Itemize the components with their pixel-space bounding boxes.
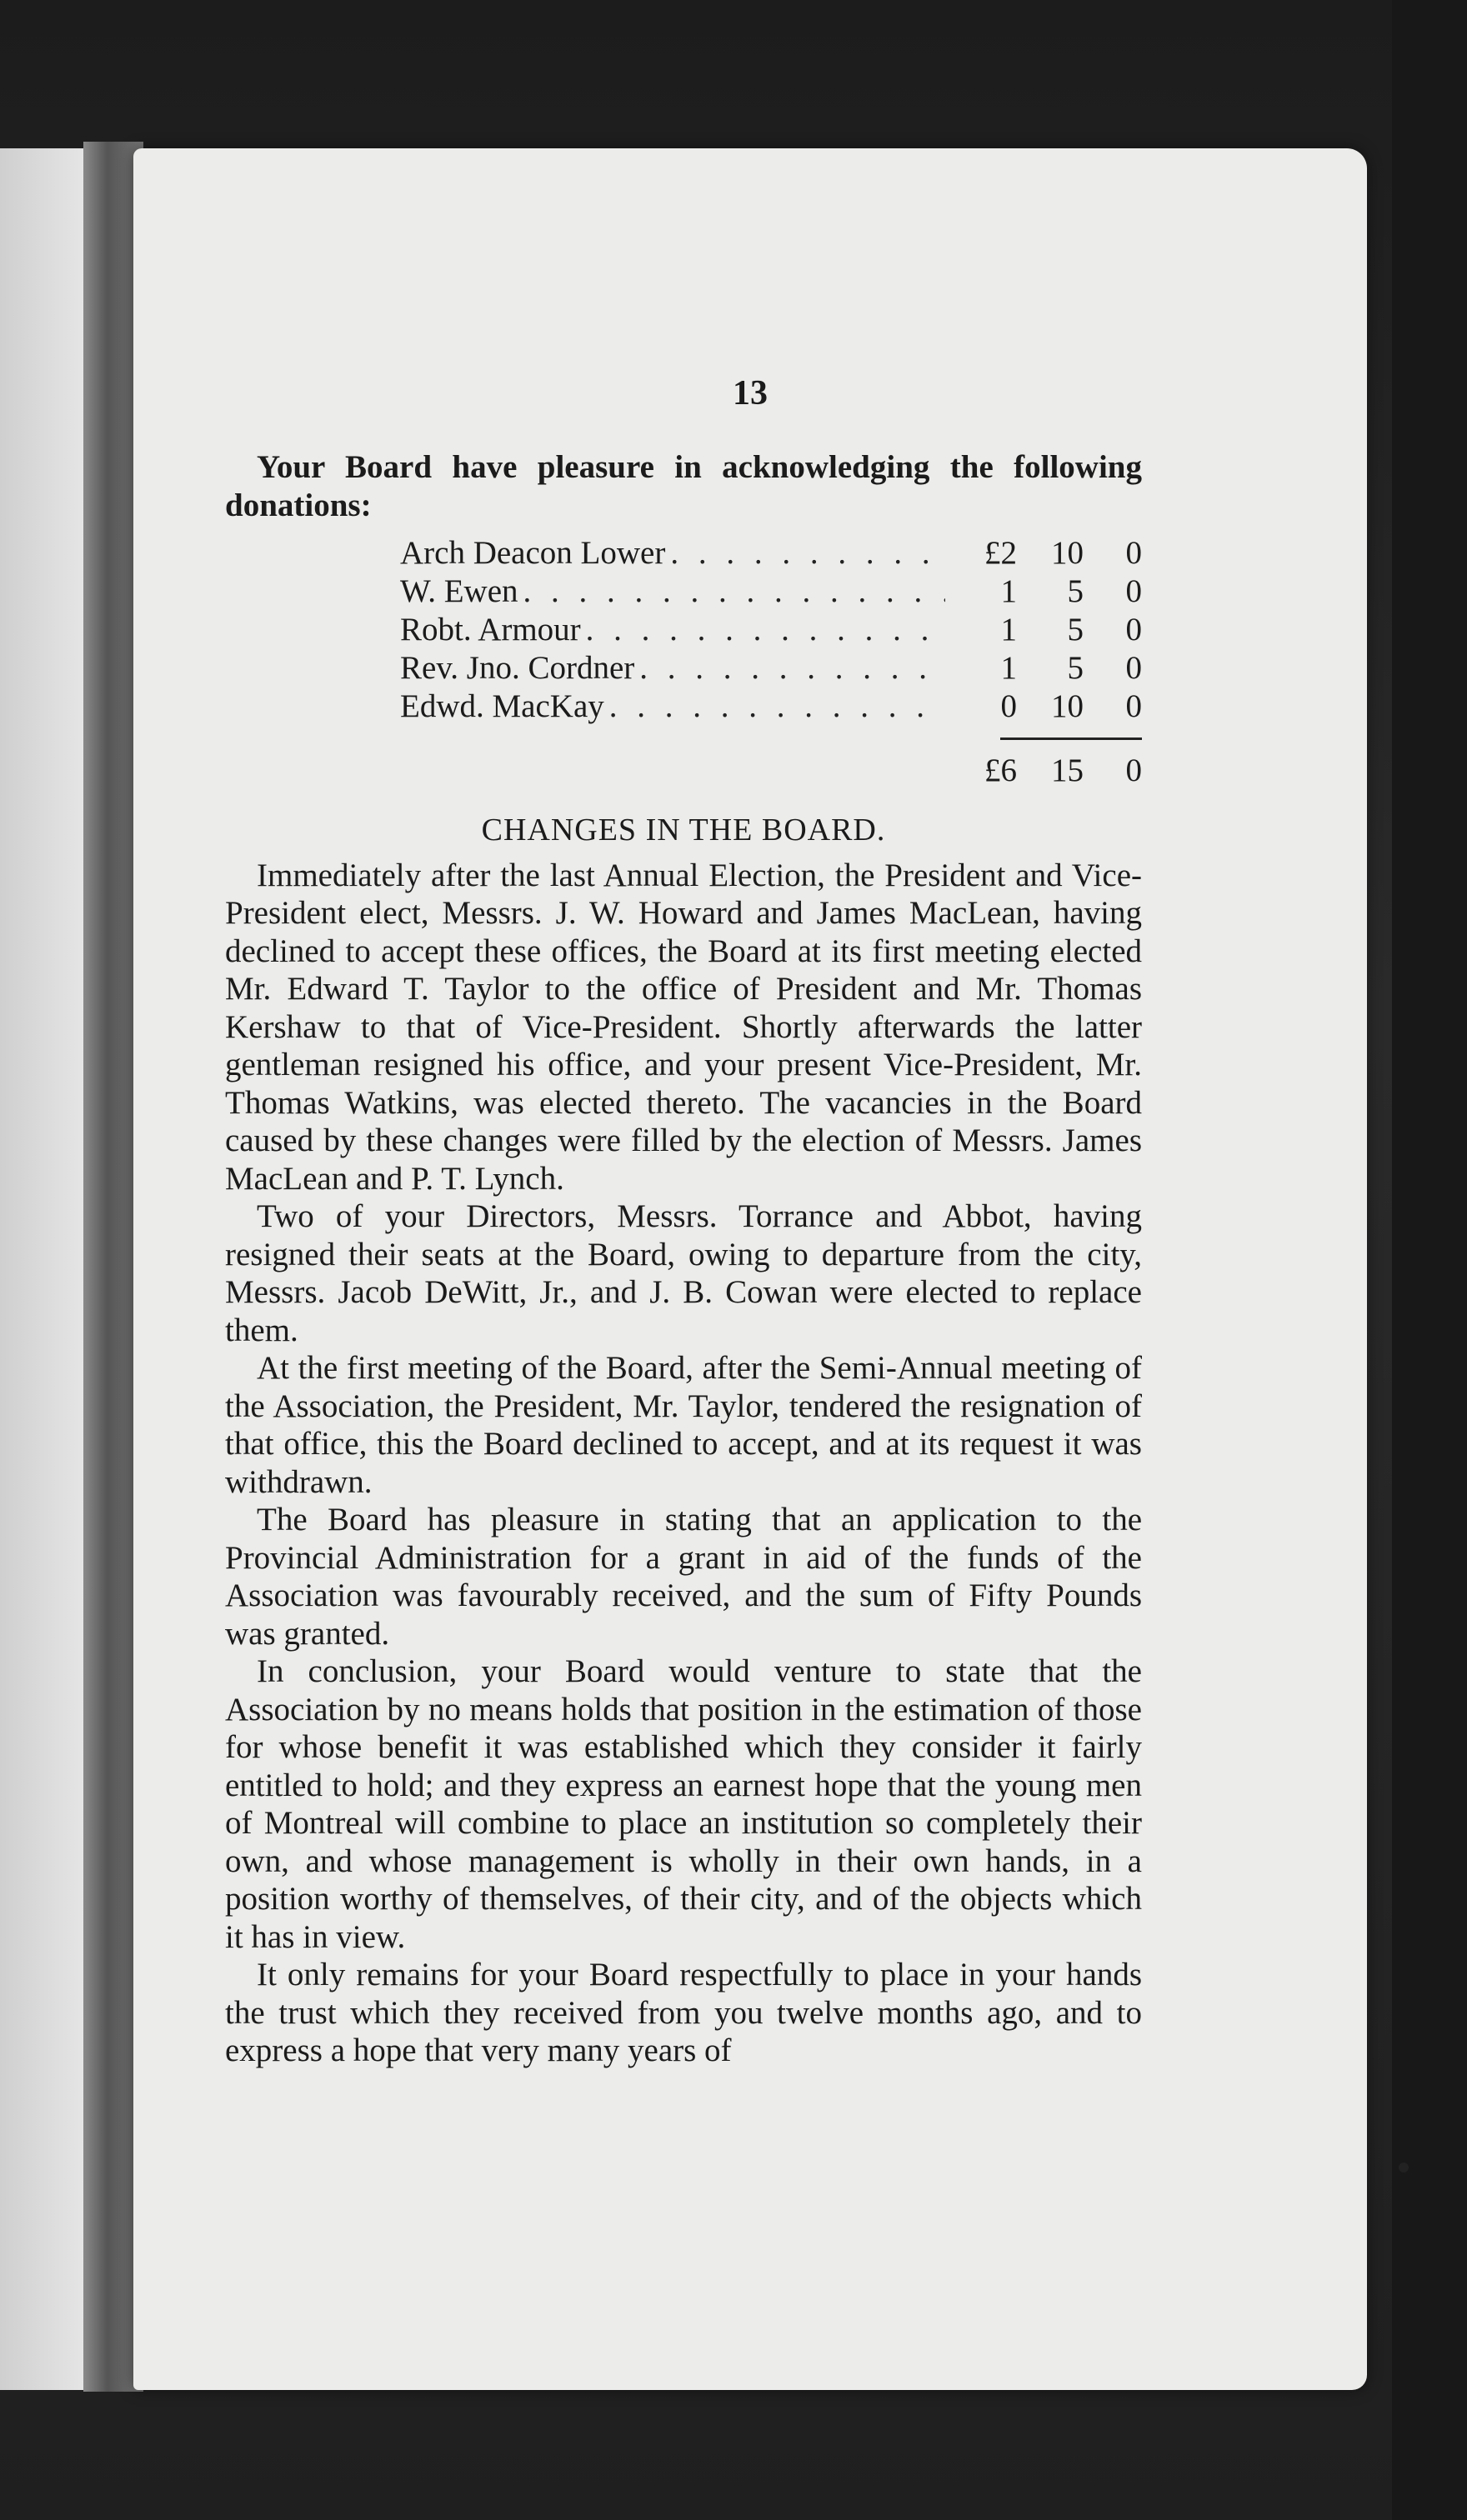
donation-amount [950,611,1142,649]
donation-row [400,534,1142,572]
dot-leader [670,534,945,572]
amount-pence: 0 [1125,650,1142,686]
amount-pounds: 1 [1000,650,1017,686]
dot-leader [523,572,945,611]
book-page [133,148,1367,2390]
dot-leader [609,688,945,726]
total-pounds: £6 [984,752,1017,788]
donor-name: Edwd. MacKay [400,688,604,724]
donor-name: Arch Deacon Lower [400,535,666,571]
donation-row [400,572,1142,611]
total-amount [950,752,1142,790]
donation-row [400,649,1142,688]
body-paragraph: In conclusion, your Board would venture to state that the Association by no means holds that position in the estimation of those for whose benefit it was established which they consider it fairly entitled to hold; and they express an earnest hope that the young men of Montreal will combine to place an institution so completely their own, and whose management is wholly in their own hands, in a position worthy of themselves, of their city, and of the objects which it has in view. [225,1653,1142,1955]
body-paragraph: Two of your Directors, Messrs. Torrance and Abbot, having resigned their seats at the Board, owing to departure from the city, Messrs. Jacob DeWitt, Jr., and J. B. Cowan were elected to replace them. [225,1198,1142,1348]
donation-amount [950,572,1142,611]
donation-row [400,611,1142,649]
total-rule [1000,738,1142,740]
donation-amount [950,649,1142,688]
amount-shillings: 10 [1051,688,1084,724]
dot-leader [639,649,945,688]
donor-name: Robt. Armour [400,612,581,648]
film-edge [1392,0,1467,2520]
body-paragraph: It only remains for your Board respectfully to place in your hands the trust which they received from you twelve months ago, and to express a hope that very many years of [225,1957,1142,2068]
donor-name: Rev. Jno. Cordner [400,650,635,686]
page-number: 13 [733,374,768,412]
donations-table [400,534,1142,790]
amount-pence: 0 [1125,573,1142,609]
amount-shillings: 5 [1067,650,1084,686]
amount-pounds: £2 [984,535,1017,571]
amount-pounds: 1 [1000,612,1017,648]
amount-pence: 0 [1125,612,1142,648]
donation-row [400,688,1142,726]
total-pence: 0 [1125,752,1142,788]
section-heading: CHANGES IN THE BOARD. [481,812,886,848]
amount-shillings: 5 [1067,612,1084,648]
donation-total [400,752,1142,790]
body-paragraph: At the first meeting of the Board, after the Semi-Annual meeting of the Association, the President, Mr. Taylor, tendered the resignation of that office, this the Board declined to accept, and at its request it was withdrawn. [225,1350,1142,1500]
amount-pence: 0 [1125,688,1142,724]
amount-pence: 0 [1125,535,1142,571]
donation-amount [950,534,1142,572]
donation-amount [950,688,1142,726]
body-paragraph: Immediately after the last Annual Election, the President and Vice-President elect, Messrs. J. W. Howard and James MacLean, having declined to accept these offices, the Board at its first meeting elected Mr. Edward T. Taylor to the office of President and Mr. Thomas Kershaw to that of Vice-President. Shortly afterwards the latter gentleman resigned his office, and your present Vice-President, Mr. Thomas Watkins, was elected thereto. The vacancies in the Board caused by these changes were filled by the election of Messrs. James MacLean and P. T. Lynch. [225,857,1142,1197]
dot-leader [586,611,945,649]
body-paragraph: The Board has pleasure in stating that an application to the Provincial Administration for a grant in aid of the funds of the Association was favourably received, and the sum of Fifty Pounds was granted. [225,1502,1142,1652]
amount-shillings: 10 [1051,535,1084,571]
total-shillings: 15 [1051,752,1084,788]
scan-speck [1399,2162,1409,2172]
page-content [225,448,1142,2070]
donor-name: W. Ewen [400,573,518,609]
donations-intro: Your Board have pleasure in acknowledging the following donations: [225,449,1142,523]
amount-pounds: 1 [1000,573,1017,609]
amount-pounds: 0 [1000,688,1017,724]
amount-shillings: 5 [1067,573,1084,609]
